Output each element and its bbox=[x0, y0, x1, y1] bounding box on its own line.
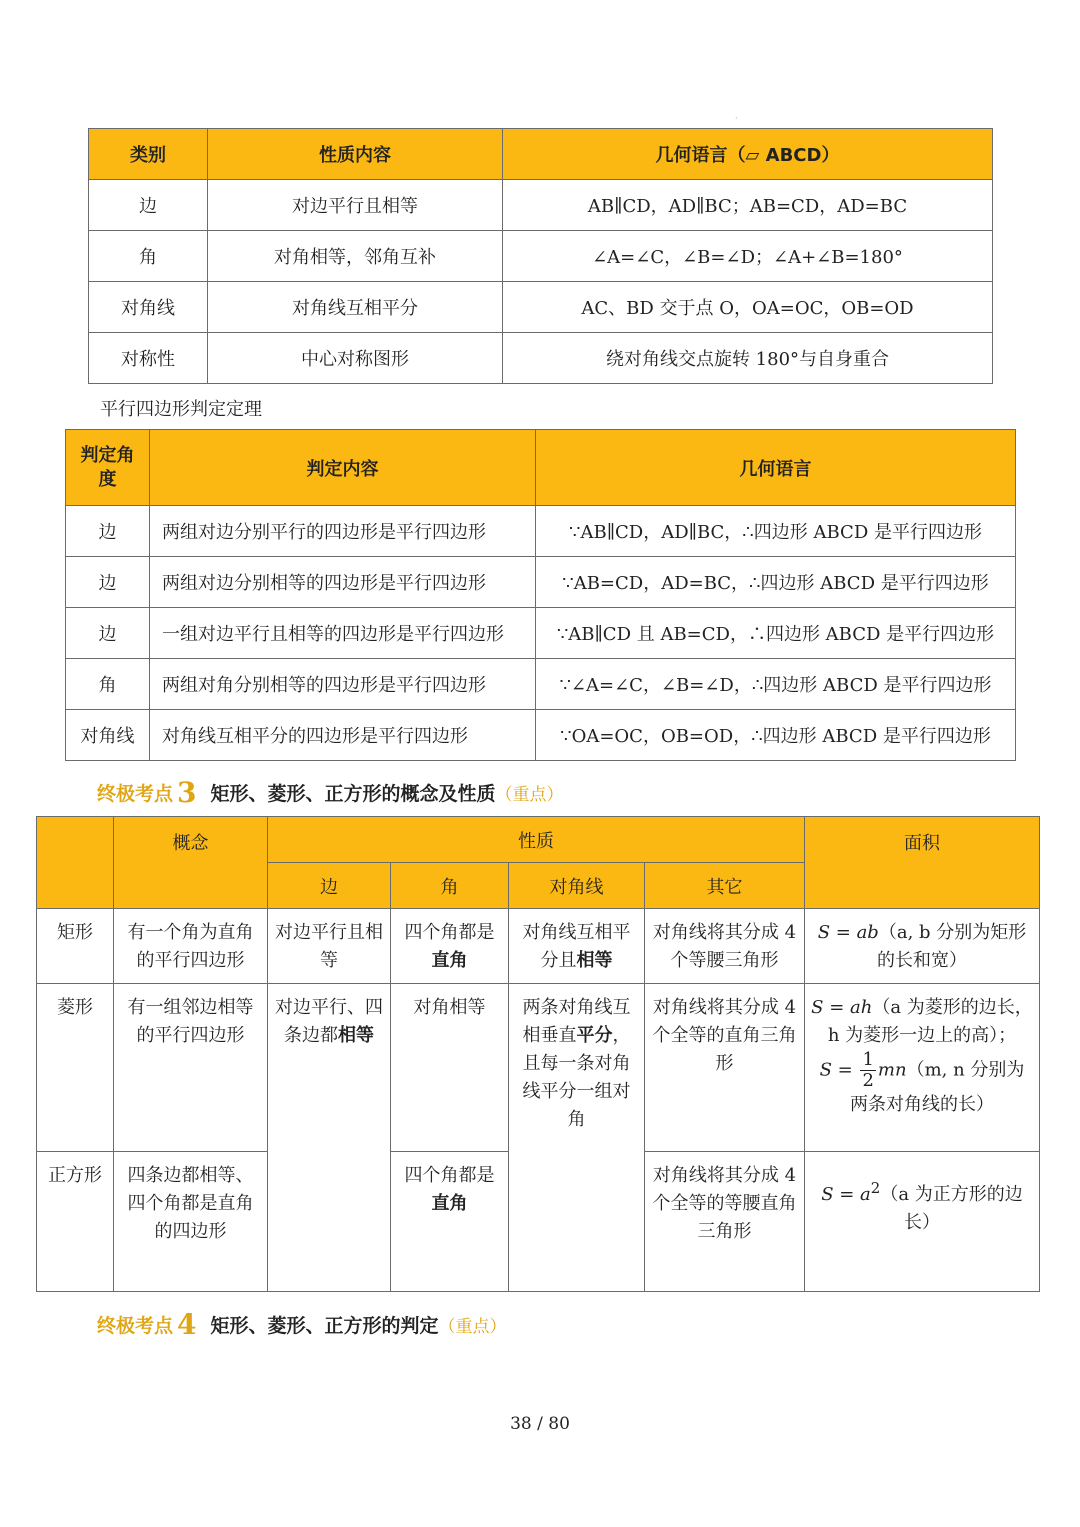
cell: 两组对边分别平行的四边形是平行四边形 bbox=[150, 506, 536, 557]
cell: AC、BD 交于点 O，OA=OC，OB=OD bbox=[503, 282, 993, 333]
area-formula: S = a bbox=[821, 1184, 871, 1205]
area-note: （a, b 分别为矩形的长和宽） bbox=[877, 922, 1027, 971]
header-geometry: 几何语言（▱ ABCD） bbox=[503, 129, 993, 180]
bold-text: 平分 bbox=[576, 1025, 613, 1046]
cell: 对角相等，邻角互补 bbox=[208, 231, 503, 282]
text: 两条对角线互相垂直 bbox=[522, 997, 631, 1046]
cell-diagonal bbox=[509, 984, 645, 1292]
cell-area bbox=[805, 984, 1040, 1152]
section-label: 终极考点 bbox=[97, 783, 174, 805]
header-area: 面积 bbox=[805, 817, 1040, 909]
cell: ∵AB∥CD，AD∥BC，∴四边形 ABCD 是平行四边形 bbox=[536, 506, 1016, 557]
section-number: 3 bbox=[177, 776, 197, 809]
header-other: 其它 bbox=[645, 863, 805, 909]
section-title: 矩形、菱形、正方形的概念及性质 bbox=[210, 783, 496, 805]
cell: 边 bbox=[66, 506, 150, 557]
section-title: 矩形、菱形、正方形的判定 bbox=[210, 1315, 439, 1337]
cell-angle bbox=[391, 1152, 509, 1292]
parallelogram-criteria-table bbox=[65, 429, 1016, 761]
cell: ∵AB∥CD 且 AB=CD，∴四边形 ABCD 是平行四边形 bbox=[536, 608, 1016, 659]
special-quadrilaterals-table bbox=[36, 816, 1040, 1292]
cell: AB∥CD，AD∥BC；AB=CD，AD=BC bbox=[503, 180, 993, 231]
area-note: （a 为菱形的边长，h 为菱形一边上的高）； bbox=[827, 997, 1033, 1046]
cell: ∠A=∠C，∠B=∠D；∠A+∠B=180° bbox=[503, 231, 993, 282]
area-formula: S = bbox=[819, 1059, 853, 1081]
table-row bbox=[66, 557, 1016, 608]
cell-area bbox=[805, 909, 1040, 984]
cell: 一组对边平行且相等的四边形是平行四边形 bbox=[150, 608, 536, 659]
area-formula: S = ab bbox=[817, 922, 879, 943]
table-row-rectangle bbox=[37, 909, 1040, 984]
text: ，且每一条对角线平分一组对角 bbox=[522, 1025, 631, 1130]
cell-diagonal bbox=[509, 909, 645, 984]
table-row bbox=[89, 180, 993, 231]
cell-concept: 四条边都相等、四个角都是直角的四边形 bbox=[114, 1152, 268, 1292]
header-side: 边 bbox=[268, 863, 391, 909]
cell: 对称性 bbox=[89, 333, 208, 384]
cell-angle bbox=[391, 909, 509, 984]
cell: 对角线互相平分 bbox=[208, 282, 503, 333]
shape-name: 矩形 bbox=[37, 909, 114, 984]
parallelogram-properties-table bbox=[88, 128, 993, 384]
cell: 边 bbox=[66, 608, 150, 659]
fraction bbox=[860, 1050, 875, 1091]
header-criteria-angle: 判定角度 bbox=[66, 430, 150, 506]
table-row bbox=[89, 282, 993, 333]
cell-side bbox=[268, 984, 391, 1292]
table-row bbox=[66, 608, 1016, 659]
cell-area bbox=[805, 1152, 1040, 1292]
header-diagonal: 对角线 bbox=[509, 863, 645, 909]
header-angle: 角 bbox=[391, 863, 509, 909]
section-heading-4 bbox=[97, 1306, 507, 1339]
cell: 边 bbox=[89, 180, 208, 231]
cell: 对边平行且相等 bbox=[208, 180, 503, 231]
table-row bbox=[66, 710, 1016, 761]
section-tag: （重点） bbox=[438, 1317, 507, 1337]
cell: ∵OA=OC，OB=OD，∴四边形 ABCD 是平行四边形 bbox=[536, 710, 1016, 761]
bold-text: 相等 bbox=[338, 1025, 374, 1046]
table-row bbox=[66, 659, 1016, 710]
cell: 对角线 bbox=[66, 710, 150, 761]
cell: ∵∠A=∠C，∠B=∠D，∴四边形 ABCD 是平行四边形 bbox=[536, 659, 1016, 710]
area-note: （m, n 分别为两条对角线的长） bbox=[850, 1059, 1025, 1115]
text: 对边平行、四条边都 bbox=[275, 997, 383, 1046]
stray-dot: · bbox=[735, 114, 738, 123]
cell-concept: 有一组邻边相等的平行四边形 bbox=[114, 984, 268, 1152]
cell: 对角线 bbox=[89, 282, 208, 333]
text: 四个角都是 bbox=[404, 1165, 495, 1186]
cell: 绕对角线交点旋转 180°与自身重合 bbox=[503, 333, 993, 384]
header-concept: 概念 bbox=[114, 817, 268, 909]
shape-name: 正方形 bbox=[37, 1152, 114, 1292]
cell-concept: 有一个角为直角的平行四边形 bbox=[114, 909, 268, 984]
header-property: 性质内容 bbox=[208, 129, 503, 180]
header-property: 性质 bbox=[268, 817, 805, 863]
cell: 角 bbox=[89, 231, 208, 282]
table-row-rhombus bbox=[37, 984, 1040, 1152]
cell: 角 bbox=[66, 659, 150, 710]
cell: 两组对边分别相等的四边形是平行四边形 bbox=[150, 557, 536, 608]
cell-other: 对角线将其分成 4 个等腰三角形 bbox=[645, 909, 805, 984]
section-number: 4 bbox=[177, 1308, 197, 1341]
superscript: 2 bbox=[870, 1179, 881, 1197]
bold-text: 直角 bbox=[431, 950, 468, 971]
cell-side: 对边平行且相等 bbox=[268, 909, 391, 984]
fraction-numerator: 1 bbox=[862, 1049, 874, 1070]
section-tag: （重点） bbox=[495, 785, 564, 805]
section-label: 终极考点 bbox=[97, 1315, 174, 1337]
page-number: 38 / 80 bbox=[510, 1414, 570, 1434]
cell: 对角线互相平分的四边形是平行四边形 bbox=[150, 710, 536, 761]
table-row bbox=[89, 333, 993, 384]
cell: 两组对角分别相等的四边形是平行四边形 bbox=[150, 659, 536, 710]
cell-other: 对角线将其分成 4 个全等的等腰直角三角形 bbox=[645, 1152, 805, 1292]
text: 四个角都是 bbox=[404, 922, 495, 943]
table2-caption: 平行四边形判定定理 bbox=[100, 399, 262, 420]
bold-text: 直角 bbox=[431, 1193, 468, 1214]
cell-angle: 对角相等 bbox=[391, 984, 509, 1152]
cell: ∵AB=CD，AD=BC，∴四边形 ABCD 是平行四边形 bbox=[536, 557, 1016, 608]
section-heading-3 bbox=[97, 774, 564, 807]
text: 对角线互相平分且 bbox=[522, 922, 631, 971]
cell: 边 bbox=[66, 557, 150, 608]
header-criteria-content: 判定内容 bbox=[150, 430, 536, 506]
table-row bbox=[89, 231, 993, 282]
header-blank bbox=[37, 817, 114, 909]
cell-other: 对角线将其分成 4 个全等的直角三角形 bbox=[645, 984, 805, 1152]
header-geometry: 几何语言 bbox=[536, 430, 1016, 506]
shape-name: 菱形 bbox=[37, 984, 114, 1152]
header-category: 类别 bbox=[89, 129, 208, 180]
table-row bbox=[66, 506, 1016, 557]
fraction-denominator: 2 bbox=[862, 1070, 874, 1091]
bold-text: 相等 bbox=[576, 950, 613, 971]
cell: 中心对称图形 bbox=[208, 333, 503, 384]
area-formula: mn bbox=[877, 1059, 907, 1081]
area-note: （a 为正方形的边长） bbox=[880, 1184, 1023, 1233]
area-formula: S = ah bbox=[811, 997, 873, 1018]
